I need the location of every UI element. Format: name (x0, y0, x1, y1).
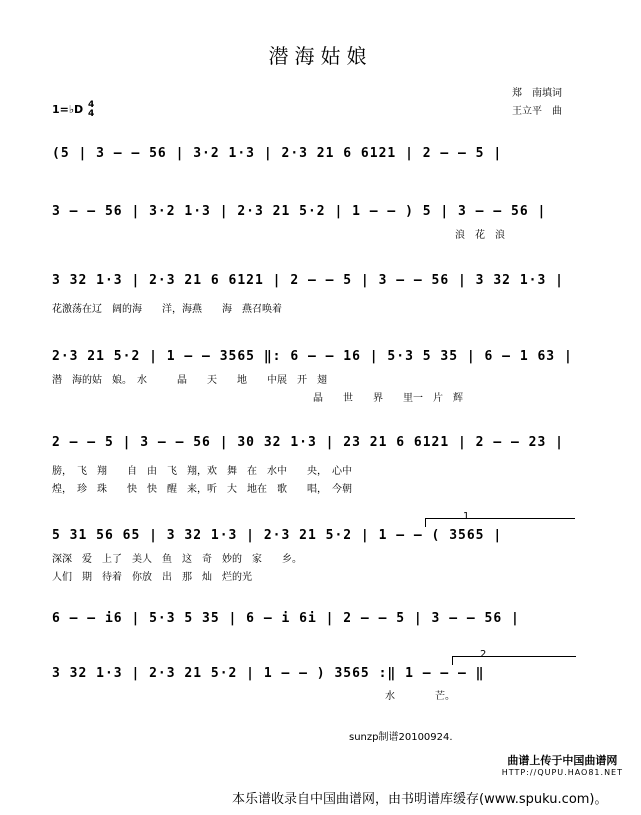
notation-line: 2·3 21 5·2 | 1 – – 3565 ‖: 6 – – 16 | 5·3 5 35 | 6 – 1 63 | (52, 349, 573, 364)
notation-line: 3 32 1·3 | 2·3 21 5·2 | 1 – – ) 3565 :‖ 1 – – – ‖ (52, 666, 485, 681)
time-numerator: 4 (88, 100, 95, 110)
lyricist-credit: 郑 南填词 (512, 88, 562, 99)
score-title: 潜海姑娘 (268, 44, 373, 68)
score-row-5 (52, 435, 564, 450)
notation-line: (5 | 3 – – 56 | 3·2 1·3 | 2·3 21 6 6121 | 2 – – 5 | (52, 146, 503, 161)
volta-1-label: 1 (463, 511, 470, 522)
lyric-line: 膀， 飞 翔 自 由 飞 翔，欢 舞 在 水中 央， 心中 (52, 466, 352, 477)
lyric-line-2: 人们 期 待着 你放 出 那 灿 烂的光 (52, 572, 252, 583)
notation-line: 6 – – i6 | 5·3 5 35 | 6 – i 6i | 2 – – 5 | 3 – – 56 | (52, 611, 520, 626)
volta-bracket-1 (425, 518, 575, 519)
volta-2-label: 2 (480, 649, 487, 660)
time-denominator: 4 (88, 109, 95, 119)
lyric-line: 潜 海的姑 娘。 水 晶 天 地 中展 开 翅 (52, 375, 327, 386)
lyric-line: 浪 花 浪 (455, 230, 505, 241)
notation-line: 5 31 56 65 | 3 32 1·3 | 2·3 21 5·2 | 1 – – ( 3565 | (52, 528, 503, 543)
watermark (502, 752, 623, 777)
lyric-line: 花激荡在辽 阔的海 洋，海燕 海 燕召唤着 (52, 304, 282, 315)
notation-line: 3 32 1·3 | 2·3 21 6 6121 | 2 – – 5 | 3 – – 56 | 3 32 1·3 | (52, 273, 564, 288)
footer-note: 本乐谱收录自中国曲谱网，由书明谱库缓存(www.spuku.com)。 (232, 792, 608, 807)
notation-line: 2 – – 5 | 3 – – 56 | 30 32 1·3 | 23 21 6 6121 | 2 – – 23 | (52, 435, 564, 450)
score-row-6 (52, 528, 502, 543)
score-row-2 (52, 204, 546, 219)
watermark-url: HTTP://QUPU.HAO81.NET (501, 768, 623, 777)
lyric-line-2: 煌， 珍 珠 快 快 醒 来，听 大 地在 歌 唱， 今朝 (52, 484, 352, 495)
time-signature (88, 101, 94, 119)
score-row-7 (52, 611, 520, 626)
volta-bracket-2 (452, 656, 576, 657)
key-text: 1=♭D (52, 103, 84, 116)
notation-line: 3 – – 56 | 3·2 1·3 | 2·3 21 5·2 | 1 – – ) 5 | 3 – – 56 | (52, 204, 547, 219)
lyric-line-2: 晶 世 界 里一 片 辉 (313, 393, 463, 404)
score-row-3 (52, 273, 564, 288)
score-row-1 (52, 146, 502, 161)
maker-note: sunzp制谱20100924. (349, 732, 453, 743)
lyric-line: 深深 爱 上了 美人 鱼 这 奇 妙的 家 乡。 (52, 554, 302, 565)
key-signature (52, 101, 94, 119)
lyric-line: 水 芒。 (385, 691, 455, 702)
score-row-4 (52, 349, 573, 364)
watermark-title: 曲谱上传于中国曲谱网 (507, 754, 618, 767)
score-row-8 (52, 666, 485, 681)
composer-credit: 王立平 曲 (512, 106, 562, 117)
